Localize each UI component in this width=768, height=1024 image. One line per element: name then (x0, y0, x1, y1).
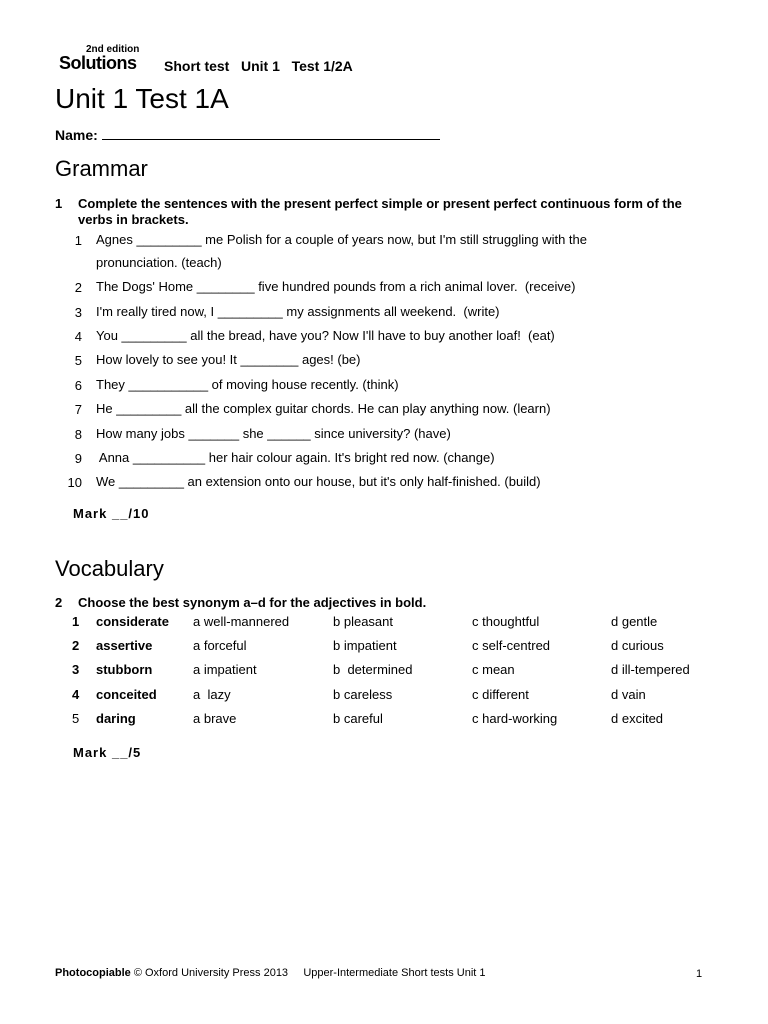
item-number: 2 (74, 280, 82, 295)
vocabulary-row (72, 711, 712, 731)
exercise-number: 2 (55, 595, 63, 610)
grammar-item-text (96, 422, 656, 445)
vocabulary-row (72, 638, 712, 658)
item-line: The Dogs' Home ________ five hundred pounds from a rich animal lover. (receive) (96, 279, 576, 294)
option-c: c different (472, 687, 529, 702)
exercise-instruction: Complete the sentences with the present perfect simple or present perfect continuous form of the verbs in brackets. (78, 196, 682, 227)
solutions-logo (59, 43, 149, 75)
vocabulary-row (72, 614, 712, 634)
page-number: 1 (696, 968, 703, 980)
item-line: They ___________ of moving house recently. (think) (96, 377, 399, 392)
grammar-item-text (96, 348, 656, 371)
grammar-item-text (96, 373, 656, 396)
item-number: 1 (74, 233, 82, 248)
photocopiable-label: Photocopiable (55, 967, 131, 979)
bold-adjective: assertive (96, 638, 153, 653)
grammar-item-text (96, 300, 656, 323)
option-a: a brave (193, 711, 237, 726)
item-line: Agnes _________ me Polish for a couple of years now, but I'm still struggling with the (96, 232, 587, 247)
item-number: 8 (74, 427, 82, 442)
footer-copyright: © Oxford University Press 2013 Upper-Intermediate Short tests Unit 1 (130, 967, 486, 979)
option-d: d ill-tempered (611, 662, 690, 677)
edition-label: 2nd edition (86, 44, 140, 55)
item-line: You _________ all the bread, have you? Now I'll have to buy another loaf! (eat) (96, 328, 555, 343)
grammar-item-text (96, 446, 656, 469)
option-b: b pleasant (333, 614, 393, 629)
bold-adjective: daring (96, 711, 136, 726)
item-number: 4 (74, 329, 82, 344)
item-number: 1 (72, 614, 80, 629)
grammar-item-text (96, 275, 656, 298)
bold-adjective: considerate (96, 614, 169, 629)
page-title: Unit 1 Test 1A (55, 83, 229, 114)
option-a: a lazy (193, 687, 231, 702)
option-d: d gentle (611, 614, 658, 629)
grammar-item-text (96, 397, 656, 420)
option-b: b careful (333, 711, 383, 726)
option-d: d curious (611, 638, 664, 653)
bold-adjective: conceited (96, 687, 157, 702)
exercise-instruction: Choose the best synonym a–d for the adjectives in bold. (78, 595, 427, 610)
grammar-item-text (96, 228, 656, 274)
vocabulary-mark: Mark __/5 (73, 745, 142, 760)
item-line: Anna __________ her hair colour again. It's bright red now. (change) (96, 450, 495, 465)
grammar-item-text (96, 470, 656, 493)
item-number: 5 (74, 353, 82, 368)
option-c: c self-centred (472, 638, 551, 653)
option-b: b careless (333, 687, 393, 702)
item-line: We _________ an extension onto our house, but it's only half-finished. (build) (96, 474, 541, 489)
footer (55, 967, 486, 979)
option-b: b determined (333, 662, 413, 677)
item-number: 2 (72, 638, 80, 653)
grammar-mark: Mark __/10 (73, 506, 150, 521)
item-line: How many jobs _______ she ______ since university? (have) (96, 426, 451, 441)
item-number: 9 (74, 451, 82, 466)
grammar-heading: Grammar (55, 156, 148, 181)
item-line: He _________ all the complex guitar chords. He can play anything now. (learn) (96, 401, 551, 416)
option-b: b impatient (333, 638, 397, 653)
item-line: I'm really tired now, I _________ my assignments all weekend. (write) (96, 304, 500, 319)
item-number: 4 (72, 687, 80, 702)
item-number: 3 (74, 305, 82, 320)
option-c: c thoughtful (472, 614, 540, 629)
option-a: a well-mannered (193, 614, 290, 629)
item-line: pronunciation. (teach) (96, 255, 222, 270)
grammar-item-text (96, 324, 656, 347)
name-field[interactable] (102, 126, 440, 140)
bold-adjective: stubborn (96, 662, 153, 677)
item-number: 6 (74, 378, 82, 393)
option-d: d excited (611, 711, 664, 726)
item-number: 7 (74, 402, 82, 417)
exercise-number: 1 (55, 196, 63, 211)
item-number: 3 (72, 662, 80, 677)
header-meta: Short test Unit 1 Test 1/2A (164, 58, 353, 74)
item-number: 5 (72, 711, 80, 726)
option-a: a impatient (193, 662, 257, 677)
option-c: c mean (472, 662, 515, 677)
option-d: d vain (611, 687, 646, 702)
name-row (55, 126, 440, 143)
item-number: 10 (67, 475, 82, 490)
vocabulary-row (72, 687, 712, 707)
name-label: Name: (55, 127, 98, 143)
vocabulary-row (72, 662, 712, 682)
item-line: How lovely to see you! It ________ ages! (be) (96, 352, 361, 367)
vocabulary-heading: Vocabulary (55, 556, 164, 581)
option-a: a forceful (193, 638, 247, 653)
brand-name: Solutions (59, 53, 137, 73)
option-c: c hard-working (472, 711, 558, 726)
